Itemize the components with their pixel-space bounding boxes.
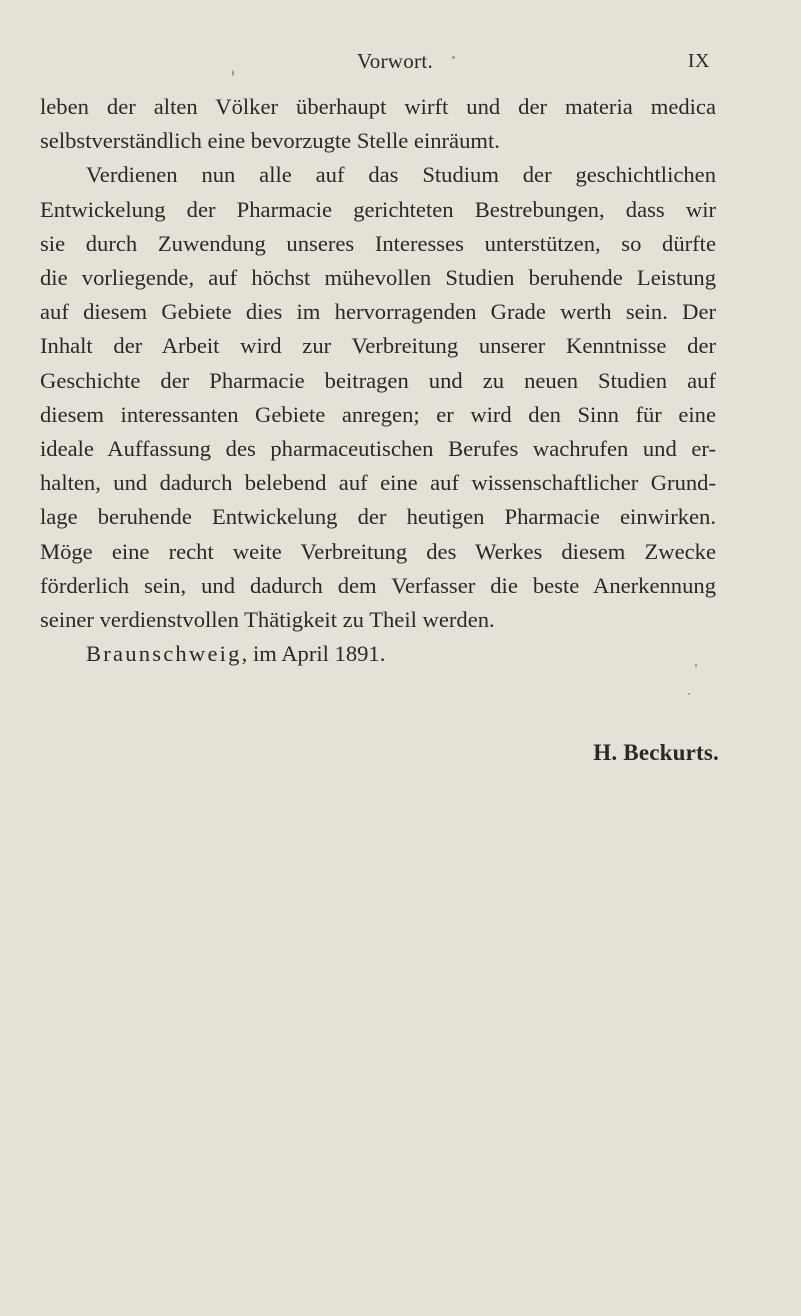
text-line: selbstverständlich eine bevorzugte Stelle einräumt. <box>40 128 500 154</box>
paper-speck <box>232 70 234 76</box>
paragraph <box>40 90 716 158</box>
text-line: förderlich sein, und dadurch dem Verfasser die beste Anerkennung <box>40 572 716 598</box>
text-line: halten, und dadurch belebend auf eine auf wissenschaftlicher Grund- <box>40 470 716 496</box>
paragraph <box>40 158 716 637</box>
text-line: Möge eine recht weite Verbreitung des Werkes diesem Zwecke <box>40 538 716 564</box>
text-line: sie durch Zuwendung unseres Interesses unterstützen, so dürfte <box>40 230 716 256</box>
paper-speck <box>688 693 690 695</box>
text-line: diesem interessanten Gebiete anregen; er wird den Sinn für eine <box>40 401 716 427</box>
text-line: seiner verdienstvollen Thätigkeit zu Theil werden. <box>40 607 495 633</box>
text-line: lage beruhende Entwickelung der heutigen Pharmacie einwirken. <box>40 504 716 530</box>
closing-place: Braunschweig <box>86 641 242 667</box>
text-line: Verdienen nun alle auf das Studium der geschichtlichen <box>86 162 716 188</box>
text-line: Geschichte der Pharmacie beitragen und zu neuen Studien auf <box>40 367 716 393</box>
running-head <box>40 46 710 76</box>
preface-text <box>40 90 716 671</box>
text-line: auf diesem Gebiete dies im hervorragenden Grade werth sein. Der <box>40 299 716 325</box>
text-line: Inhalt der Arbeit wird zur Verbreitung unserer Kenntnisse der <box>40 333 716 359</box>
running-title: Vorwort. <box>356 49 434 73</box>
closing-line <box>40 637 716 671</box>
text-line: leben der alten Völker überhaupt wirft und der materia medica <box>40 94 716 119</box>
page-number: IX <box>687 50 710 72</box>
signature: H. Beckurts. <box>593 740 719 765</box>
text-line: ideale Auffassung des pharmaceutischen Berufes wachrufen und er- <box>40 436 716 462</box>
closing-date: , im April 1891. <box>241 641 386 667</box>
text-line: Entwickelung der Pharmacie gerichteten Bestrebungen, dass wir <box>40 196 716 222</box>
text-line: die vorliegende, auf höchst mühevollen Studien beruhende Leistung <box>40 265 716 291</box>
paper-speck <box>452 56 455 59</box>
paper-speck <box>695 664 697 667</box>
